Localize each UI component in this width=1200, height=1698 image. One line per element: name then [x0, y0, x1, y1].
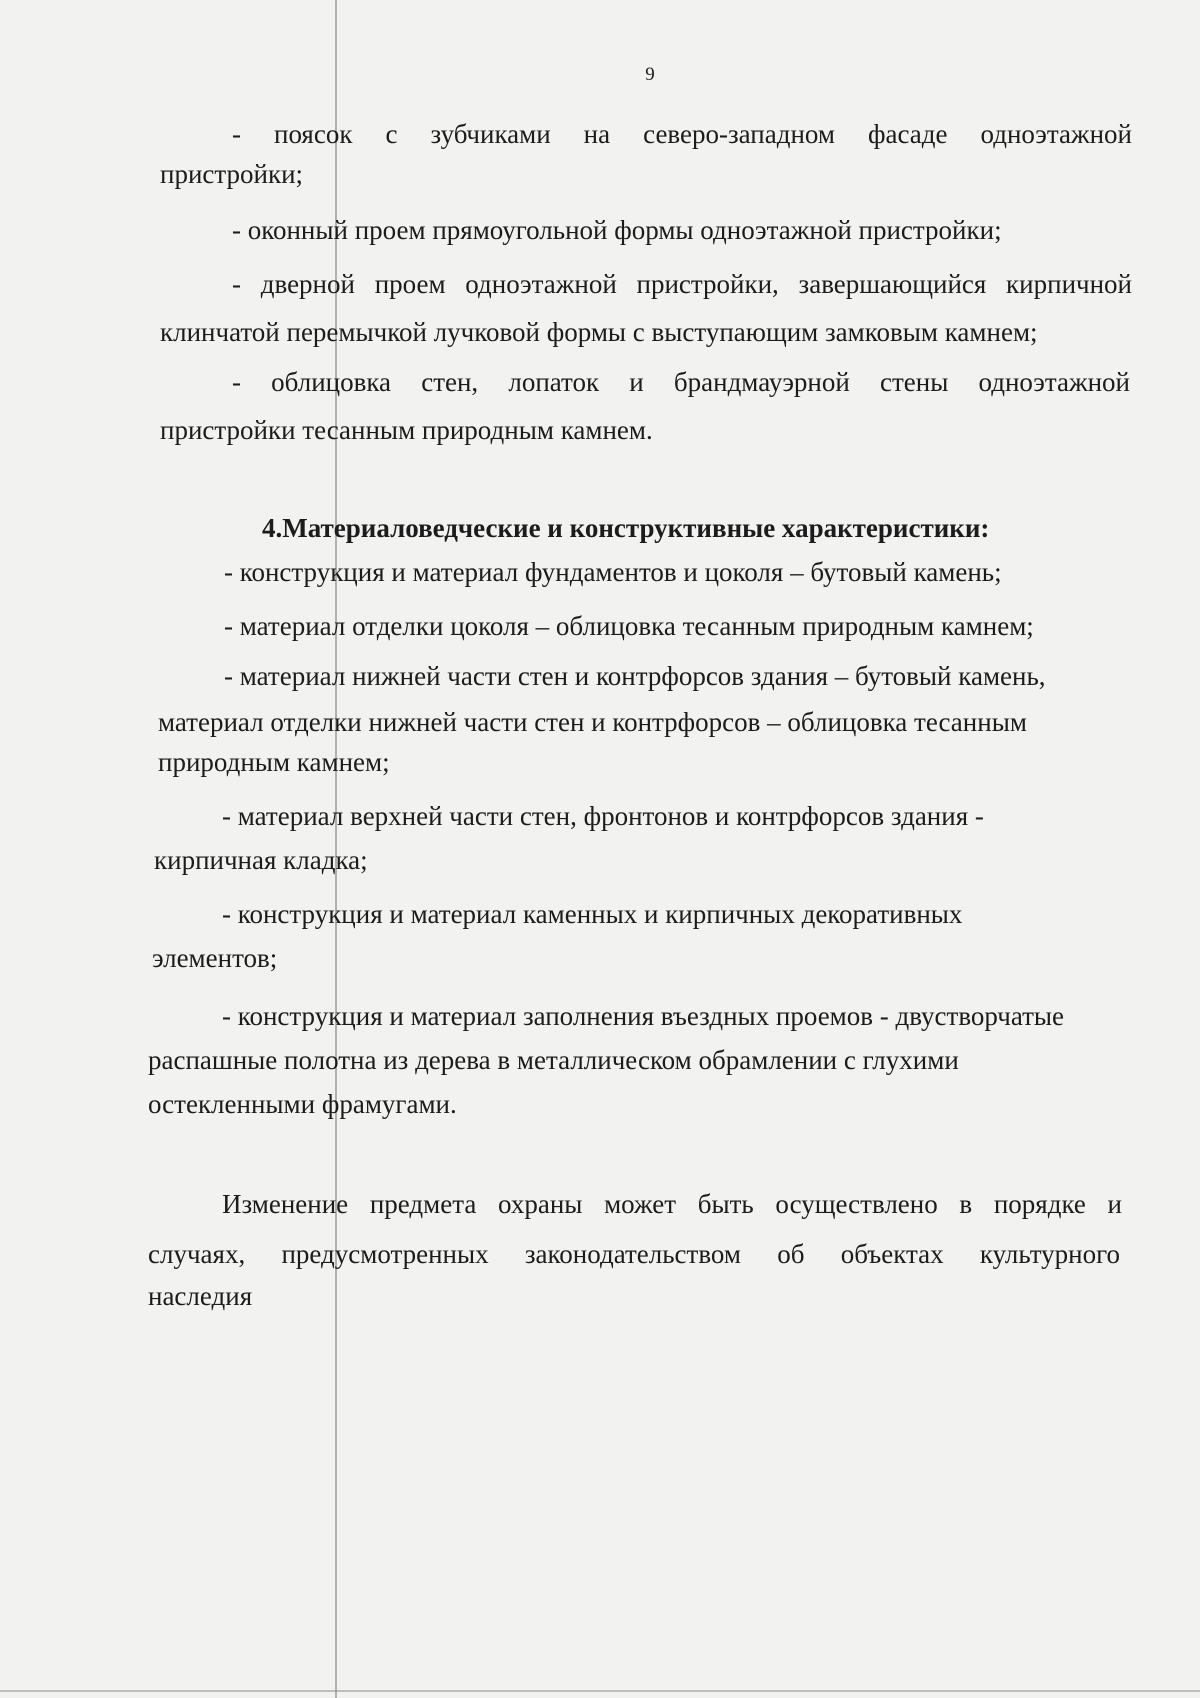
- text-line: кирпичная кладка;: [154, 845, 368, 875]
- text-line: природным камнем;: [158, 747, 390, 777]
- text-line: - материал отделки цоколя – облицовка тесанным природным камнем;: [224, 611, 1034, 641]
- text-line: распашные полотна из дерева в металлическом обрамлении с глухими: [148, 1045, 959, 1075]
- text-line: - оконный проем прямоугольной формы одноэтажной пристройки;: [232, 215, 1002, 245]
- text-line: - поясок с зубчиками на северо-западном фасаде одноэтажной: [232, 119, 1132, 149]
- text-line: клинчатой перемычкой лучковой формы с выступающим замковым камнем;: [160, 317, 1038, 347]
- text-line: - конструкция и материал каменных и кирпичных декоративных: [222, 899, 963, 929]
- page-number: 9: [645, 64, 655, 85]
- text-line: - облицовка стен, лопаток и брандмауэрной стены одноэтажной: [232, 367, 1130, 397]
- section-heading: 4.Материаловедческие и конструктивные характеристики:: [262, 513, 990, 543]
- text-line: Изменение предмета охраны может быть осуществлено в порядке и: [222, 1189, 1122, 1219]
- text-line: случаях, предусмотренных законодательством об объектах культурного: [148, 1239, 1120, 1269]
- text-line: - конструкция и материал заполнения въездных проемов - двустворчатые: [222, 1001, 1065, 1031]
- text-line: - дверной проем одноэтажной пристройки, завершающийся кирпичной: [232, 269, 1132, 299]
- text-line: элементов;: [152, 943, 278, 973]
- text-line: наследия: [148, 1281, 253, 1311]
- text-line: - материал нижней части стен и контрфорсов здания – бутовый камень,: [224, 661, 1046, 691]
- scan-artifact-bottom-edge: [0, 1690, 1200, 1692]
- text-line: пристройки тесанным природным камнем.: [160, 415, 653, 445]
- text-line: пристройки;: [160, 159, 304, 189]
- text-line: материал отделки нижней части стен и контрфорсов – облицовка тесанным: [158, 707, 1027, 737]
- text-line: остекленными фрамугами.: [148, 1089, 457, 1119]
- text-line: - конструкция и материал фундаментов и цоколя – бутовый камень;: [224, 557, 1002, 587]
- text-line: - материал верхней части стен, фронтонов и контрфорсов здания -: [222, 801, 984, 831]
